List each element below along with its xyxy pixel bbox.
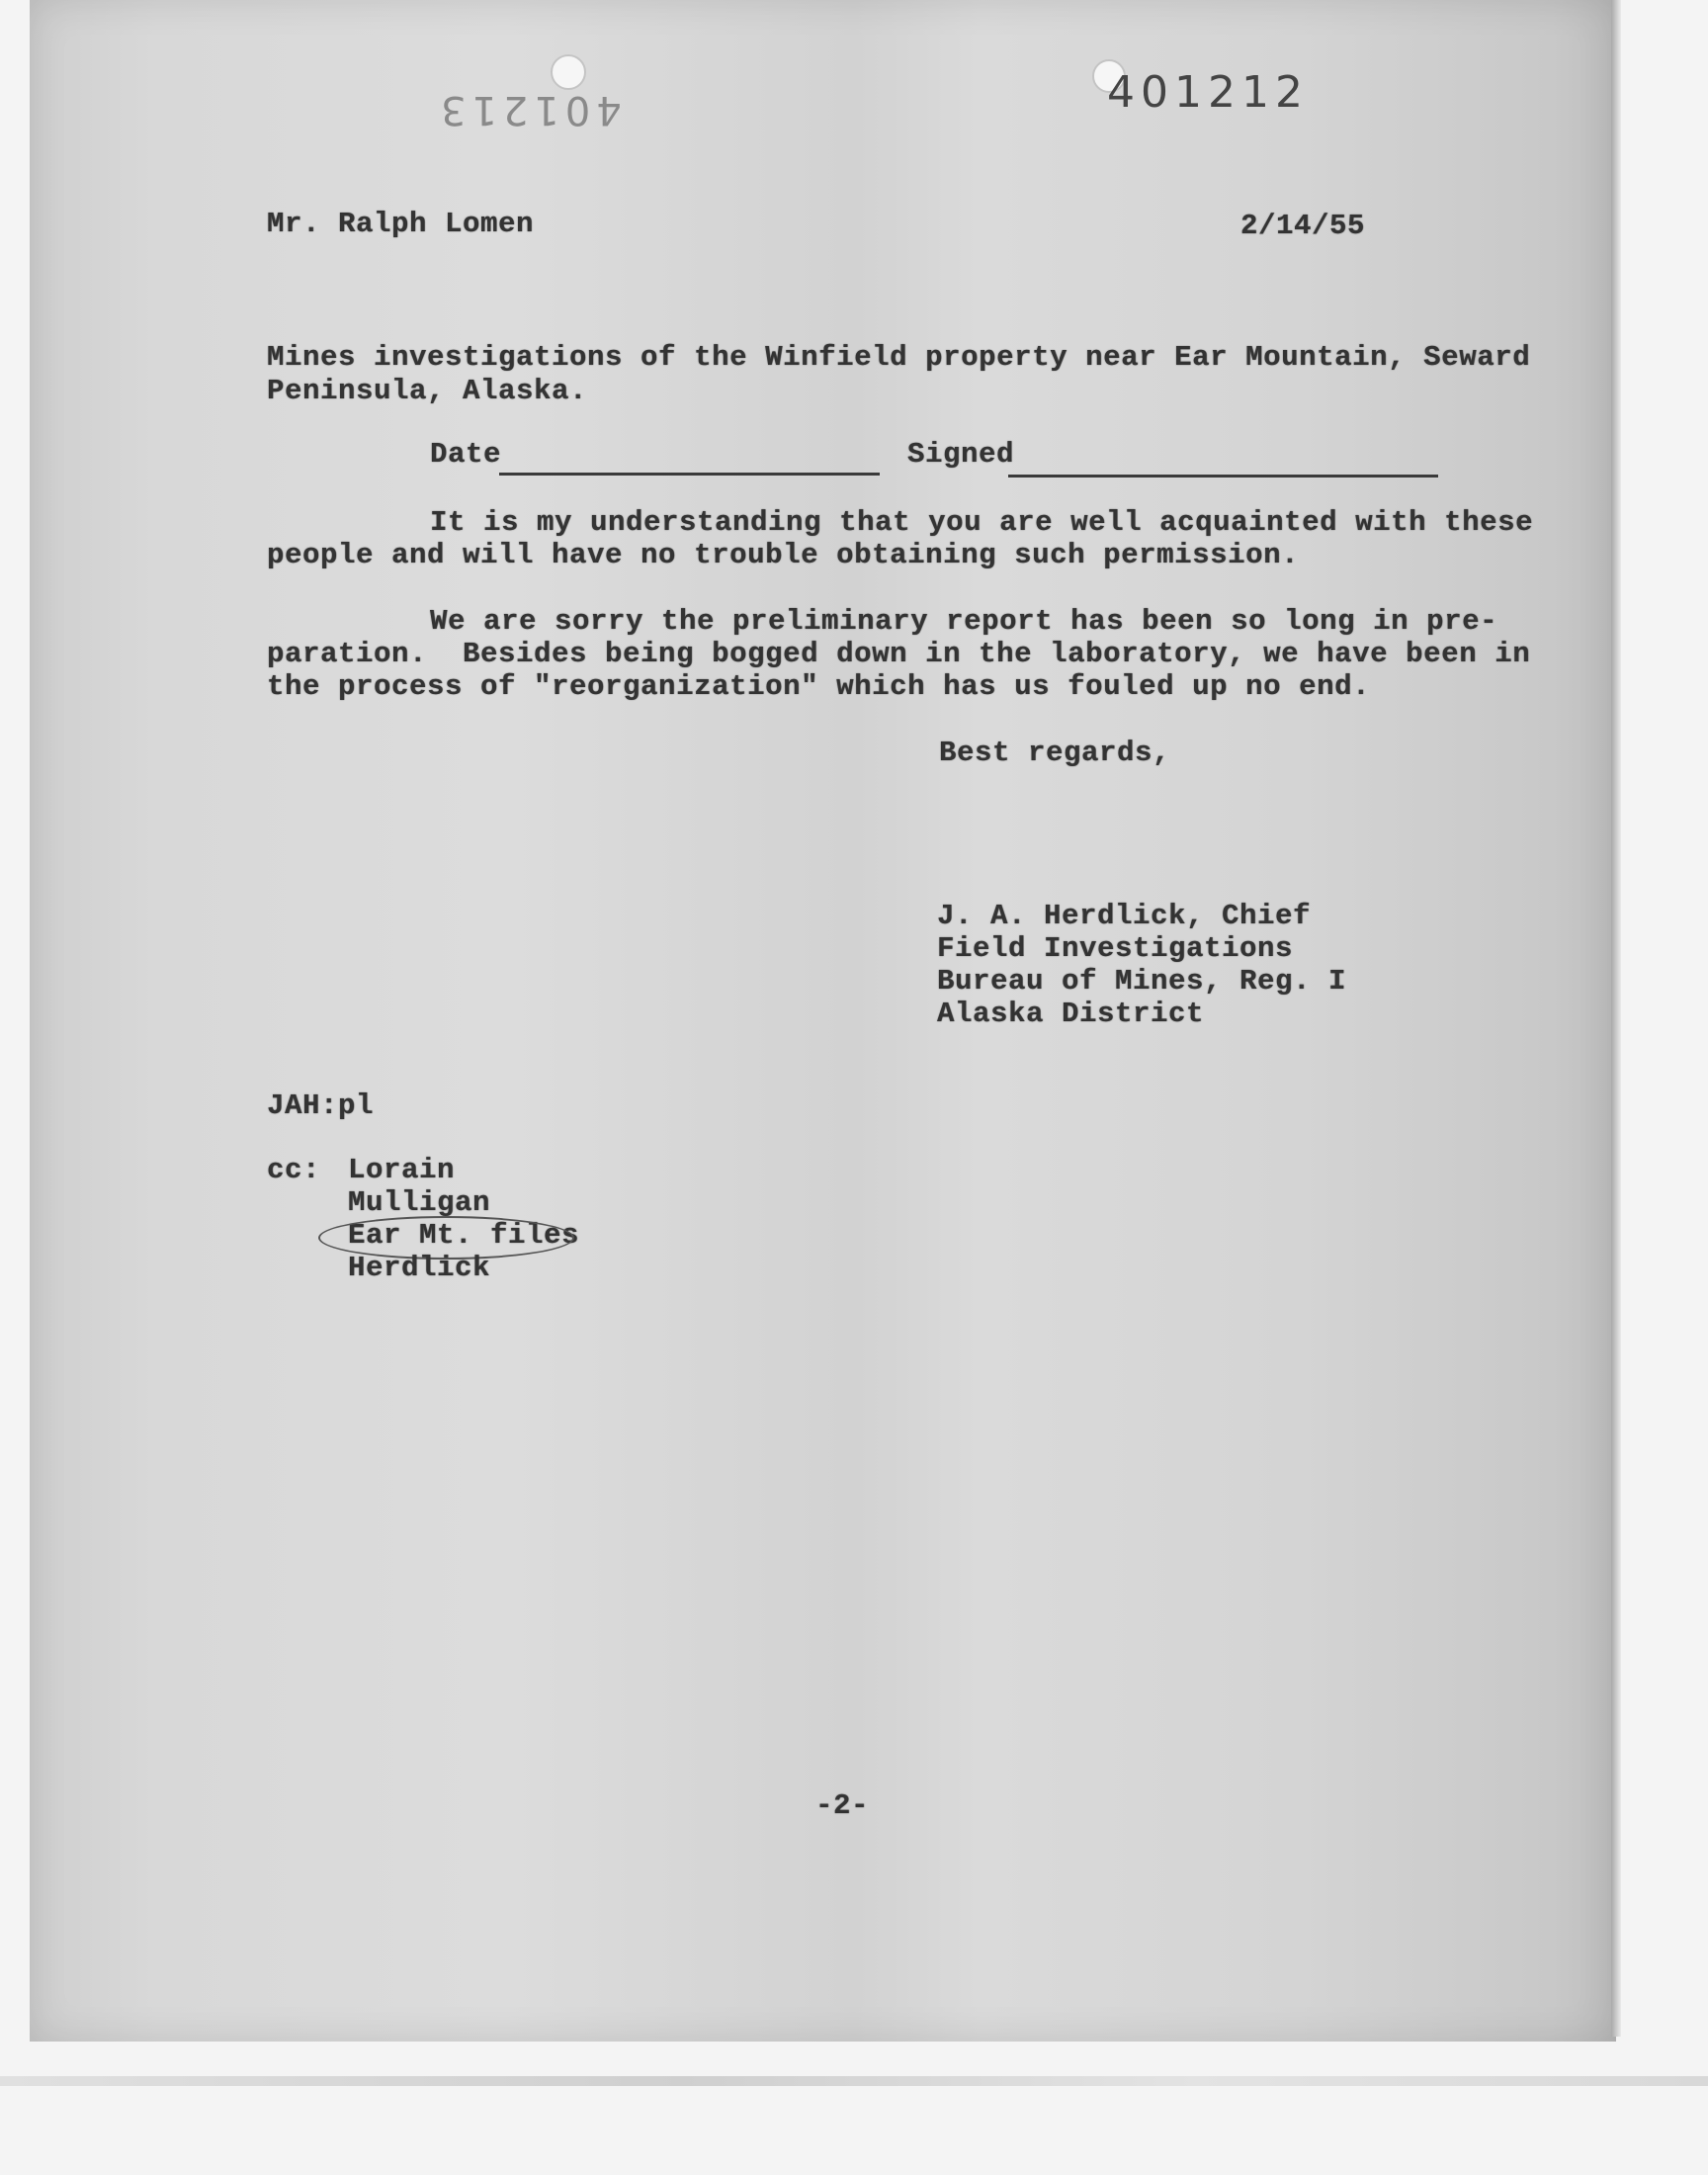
page-number: -2-: [815, 1789, 870, 1822]
paragraph2-line-3: the process of "reorganization" which has us fouled up no end.: [267, 670, 1371, 703]
cc-recipient: Lorain: [348, 1154, 456, 1186]
addressee: Mr. Ralph Lomen: [267, 208, 535, 240]
date-label: Date: [430, 438, 502, 471]
stamp-number: 401212: [1107, 67, 1309, 118]
date-blank-line: [499, 473, 880, 476]
cc-recipient: Herdlick: [348, 1252, 491, 1284]
signer-org: Bureau of Mines, Reg. I: [937, 965, 1347, 998]
signed-label: Signed: [907, 438, 1015, 471]
cc-recipient: Ear Mt. files: [348, 1219, 580, 1252]
paragraph2-line-1: We are sorry the preliminary report has been so long in pre-: [430, 605, 1498, 638]
paragraph1-line-2: people and will have no trouble obtaining such permission.: [267, 539, 1300, 571]
typist-initials: JAH:pl: [267, 1089, 375, 1122]
signer-name: J. A. Herdlick, Chief: [937, 900, 1312, 932]
signer-district: Alaska District: [937, 998, 1205, 1030]
signature-blank-line: [1008, 475, 1438, 478]
paragraph1-line-1: It is my understanding that you are well acquainted with these: [430, 506, 1534, 539]
cc-recipient: Mulligan: [348, 1186, 491, 1219]
subject-line-2: Peninsula, Alaska.: [267, 375, 588, 407]
letter-date: 2/14/55: [1240, 210, 1366, 242]
subject-line-1: Mines investigations of the Winfield property near Ear Mountain, Seward: [267, 341, 1531, 374]
signer-title: Field Investigations: [937, 932, 1294, 965]
mirrored-stamp-number: 401213: [435, 87, 622, 132]
scanner-strip: [0, 2076, 1708, 2086]
document-page: [30, 0, 1616, 2042]
page-edge: [1611, 0, 1621, 2037]
cc-label: cc:: [267, 1154, 321, 1186]
punch-hole-left: [551, 54, 586, 90]
closing: Best regards,: [939, 737, 1171, 769]
paragraph2-line-2: paration. Besides being bogged down in the laboratory, we have been in: [267, 638, 1531, 670]
